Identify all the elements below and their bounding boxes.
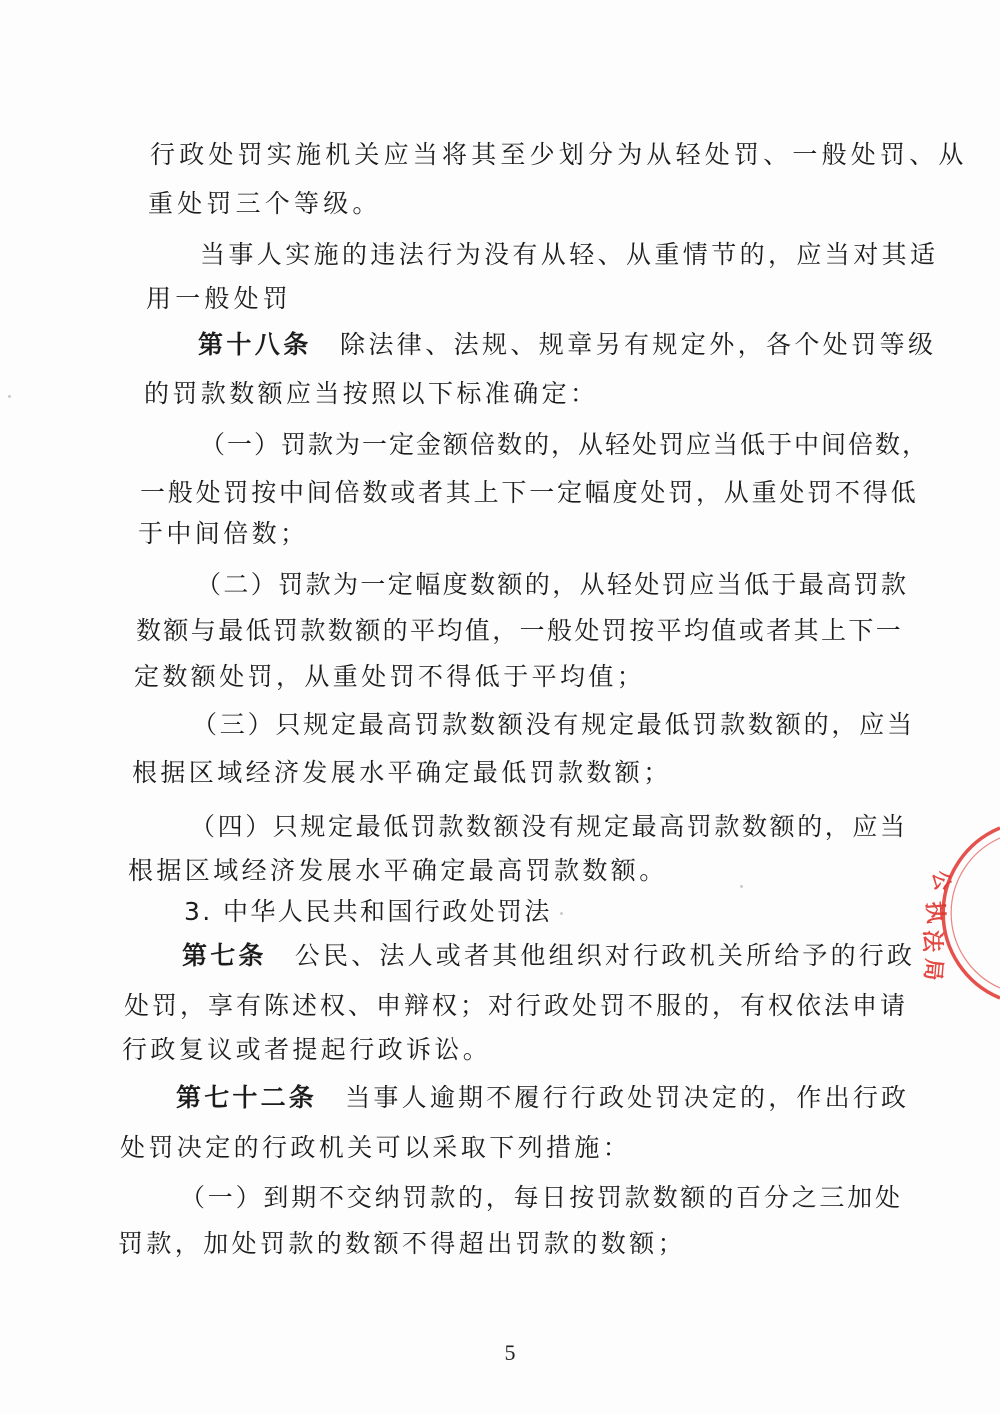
body-line: 行政处罚实施机关应当将其至少划分为从轻处罚、一般处罚、从	[150, 140, 968, 169]
svg-text:局: 局	[919, 957, 946, 982]
article-number: 第十八条	[198, 330, 312, 359]
article-18-line: 第十八条 除法律、法规、规章另有规定外，各个处罚等级	[198, 330, 937, 359]
article-7-line: 第七条 公民、法人或者其他组织对行政机关所给予的行政	[182, 941, 916, 970]
article-number: 第七十二条	[176, 1083, 318, 1112]
body-line: 行政复议或者提起行政诉讼。	[122, 1035, 492, 1064]
body-line: 根据区域经济发展水平确定最低罚款数额；	[132, 758, 672, 787]
body-line: （四）只规定最低罚款数额没有规定最高罚款数额的，应当	[190, 812, 908, 841]
svg-text:法: 法	[919, 930, 944, 953]
body-line: 当事人实施的违法行为没有从轻、从重情节的，应当对其适	[200, 240, 939, 269]
body-line: 根据区域经济发展水平确定最高罚款数额。	[128, 856, 668, 885]
svg-text:执: 执	[921, 900, 948, 925]
scan-speck	[740, 885, 743, 888]
body-line: （二）罚款为一定幅度数额的，从轻处罚应当低于最高罚款	[196, 570, 909, 599]
scan-speck	[560, 912, 563, 915]
body-line: 罚款，加处罚款的数额不得超出罚款的数额；	[118, 1229, 687, 1258]
body-line: 的罚款数额应当按照以下标准确定：	[144, 379, 599, 408]
svg-text:公: 公	[928, 868, 956, 893]
body-line: 定数额处罚，从重处罚不得低于平均值；	[134, 662, 646, 691]
body-line: 重处罚三个等级。	[148, 189, 382, 218]
article-number: 第七条	[182, 941, 267, 970]
body-line: 处罚决定的行政机关可以采取下列措施：	[120, 1133, 632, 1162]
scan-speck	[8, 395, 11, 398]
body-line: 处罚，享有陈述权、申辩权；对行政处罚不服的，有权依法申请	[124, 991, 909, 1020]
body-line: 数额与最低罚款数额的平均值，一般处罚按平均值或者其上下一	[136, 616, 904, 645]
body-line: （三）只规定最高罚款数额没有规定最低罚款数额的，应当	[192, 710, 915, 739]
official-seal-stamp	[905, 820, 1000, 1005]
body-line: 一般处罚按中间倍数或者其上下一定幅度处罚，从重处罚不得低	[140, 478, 919, 507]
article-72-line: 第七十二条 当事人逾期不履行行政处罚决定的，作出行政	[176, 1083, 910, 1112]
body-line: 用一般处罚	[146, 284, 293, 313]
body-line: 于中间倍数；	[138, 519, 309, 548]
body-line: （一）到期不交纳罚款的，每日按罚款数额的百分之三加处	[180, 1183, 903, 1212]
section-heading: 3. 中华人民共和国行政处罚法	[184, 897, 552, 926]
page-number: 5	[504, 1340, 516, 1365]
body-line: （一）罚款为一定金额倍数的，从轻处罚应当低于中间倍数，	[200, 430, 930, 459]
